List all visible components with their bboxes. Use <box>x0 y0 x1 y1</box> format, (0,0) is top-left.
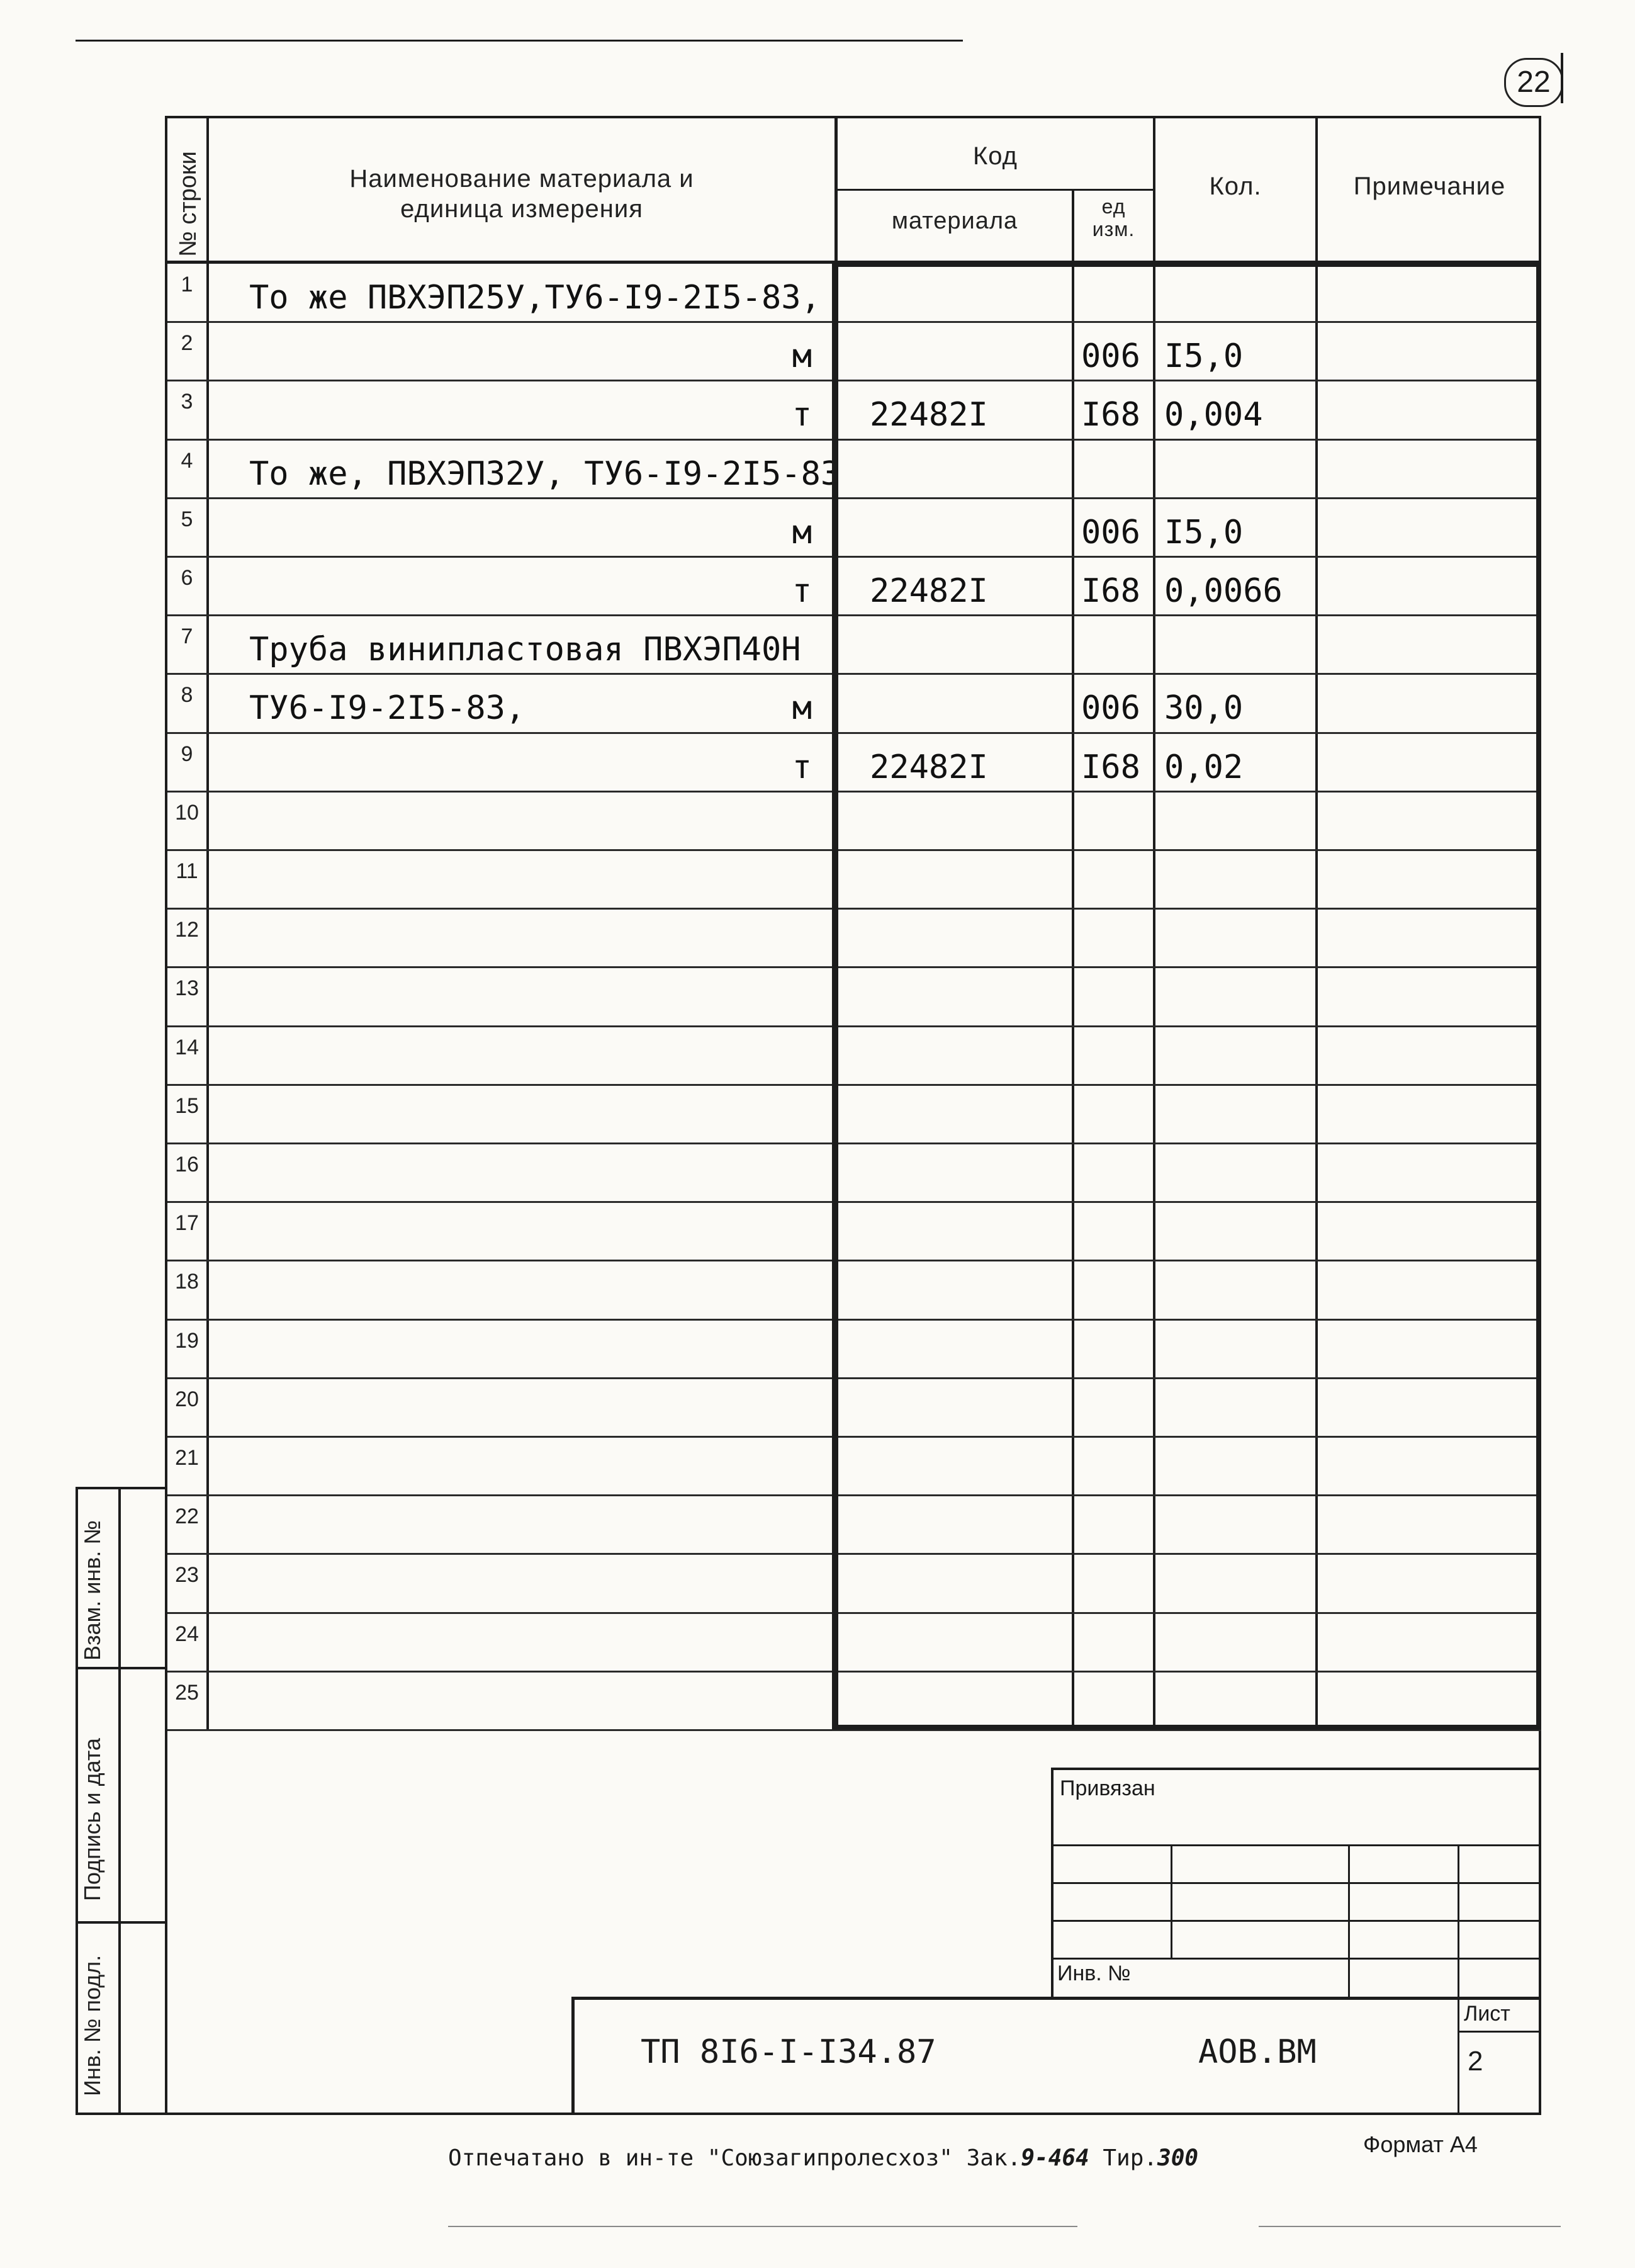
unit-label: м <box>792 337 812 376</box>
header-code: Код <box>972 142 1018 170</box>
row-number: 21 <box>175 1446 199 1470</box>
row-number: 15 <box>175 1093 199 1118</box>
title-block-rule-4 <box>1051 1958 1541 1960</box>
header-row-no: № строки <box>175 151 201 257</box>
row-number: 23 <box>175 1563 199 1588</box>
row-number: 18 <box>175 1270 199 1294</box>
material-code: 22482I <box>870 748 988 786</box>
unit-code: 006 <box>1081 513 1140 551</box>
row-number: 10 <box>175 800 199 825</box>
title-block-col-2 <box>1348 1844 1350 1999</box>
side-strip-bottom-rule <box>76 2113 167 2115</box>
material-name: Труба винипластовая ПВХЭП40Н <box>249 631 801 669</box>
row-number: 17 <box>175 1211 199 1236</box>
unit-label: т <box>792 748 812 786</box>
unit-label: м <box>792 513 812 551</box>
printed-by-text: Отпечатано в ин-те "Союзагипролесхоз" Зак. <box>448 2145 1021 2171</box>
header-qty: Кол. <box>1209 172 1262 200</box>
header-material-code: материала <box>891 208 1018 234</box>
side-strip-outer-line <box>76 1487 78 2115</box>
quantity: I5,0 <box>1164 513 1244 551</box>
material-code: 22482I <box>870 396 988 434</box>
title-block-rule-2 <box>1051 1882 1541 1884</box>
row-number: 14 <box>175 1035 199 1059</box>
title-block-rule-3 <box>1051 1920 1541 1922</box>
row-number: 6 <box>181 566 193 590</box>
header-unit-line1: ед <box>1101 195 1126 218</box>
printed-by-line <box>448 2145 1198 2171</box>
bottom-dash-rule-2 <box>1259 2226 1561 2227</box>
unit-code: I68 <box>1081 396 1140 434</box>
unit-code: 006 <box>1081 689 1140 728</box>
header-name-line1: Наименование материала и <box>349 165 694 193</box>
material-name: То же, ПВХЭП32У, ТУ6-I9-2I5-83 <box>249 454 841 493</box>
inv-no-label: Инв. № <box>1057 1961 1131 1985</box>
row-number: 16 <box>175 1153 199 1176</box>
quantity: 30,0 <box>1164 689 1244 728</box>
top-rule <box>76 40 963 42</box>
row-number: 19 <box>175 1328 199 1353</box>
material-code: 22482I <box>870 572 988 610</box>
row-number: 8 <box>181 683 193 708</box>
sheet-label-rule <box>1458 2031 1541 2033</box>
row-number: 22 <box>175 1504 199 1529</box>
format-label: Формат А4 <box>1363 2131 1478 2157</box>
unit-label: т <box>792 396 812 434</box>
bottom-dash-rule <box>448 2226 1077 2227</box>
quantity: I5,0 <box>1164 337 1244 376</box>
rownum-column-divider <box>206 116 209 1730</box>
document-code: ТП 8I6-I-I34.87 <box>641 2033 936 2071</box>
row-number: 25 <box>175 1680 199 1705</box>
row-number: 2 <box>181 331 193 356</box>
title-block-rule-1 <box>1051 1844 1541 1846</box>
side-strip-rule-1 <box>76 1667 167 1669</box>
page-number-rule <box>1561 53 1563 103</box>
quantity: 0,004 <box>1164 396 1263 434</box>
sheet-value: 2 <box>1468 2046 1483 2077</box>
row-number: 20 <box>175 1387 199 1411</box>
sign-date-label: Подпись и дата <box>79 1738 105 1901</box>
unit-label: т <box>792 572 812 610</box>
unit-label: м <box>792 689 812 728</box>
row-number: 13 <box>175 976 199 1001</box>
quantity: 0,0066 <box>1164 572 1283 610</box>
row-number: 1 <box>181 273 193 296</box>
unit-code: I68 <box>1081 748 1140 786</box>
side-strip-inner-line <box>118 1487 121 2115</box>
header-unit-line2: изм. <box>1092 218 1135 240</box>
side-strip-top-rule <box>76 1487 167 1489</box>
header-name-line2: единица измерения <box>400 195 643 223</box>
circulation-value: 300 <box>1157 2145 1199 2171</box>
inv-orig-label: Инв. № подл. <box>79 1955 105 2096</box>
row-number: 11 <box>176 859 198 883</box>
title-block-top-rule <box>1051 1768 1541 1770</box>
row-number: 5 <box>181 507 193 531</box>
row-number: 7 <box>181 624 193 649</box>
bound-label: Привязан <box>1060 1776 1155 1800</box>
row-number: 24 <box>175 1622 199 1646</box>
row-number: 4 <box>181 448 193 473</box>
unit-code: I68 <box>1081 572 1140 610</box>
row-number: 3 <box>181 390 193 414</box>
order-number: 9-464 <box>1021 2145 1089 2171</box>
sheet-label: Лист <box>1464 2002 1510 2026</box>
replace-inv-label: Взам. инв. № <box>79 1520 105 1661</box>
document-suffix: АОВ.ВМ <box>1198 2033 1317 2071</box>
page-number: 22 <box>1504 58 1563 107</box>
code-subheader-rule <box>834 189 1153 191</box>
side-strip-rule-2 <box>76 1921 167 1924</box>
quantity: 0,02 <box>1164 748 1244 786</box>
title-block-col-1 <box>1171 1844 1172 1958</box>
material-name: ТУ6-I9-2I5-83, <box>249 689 525 728</box>
unit-code: 006 <box>1081 337 1140 376</box>
material-name: То же ПВХЭП25У,ТУ6-I9-2I5-83, <box>249 279 821 317</box>
code-block-outline <box>832 262 1541 1730</box>
row-number: 9 <box>181 742 193 766</box>
header-note: Примечание <box>1353 172 1506 200</box>
row-number: 12 <box>175 918 199 942</box>
circulation-label: Тир. <box>1103 2145 1158 2171</box>
